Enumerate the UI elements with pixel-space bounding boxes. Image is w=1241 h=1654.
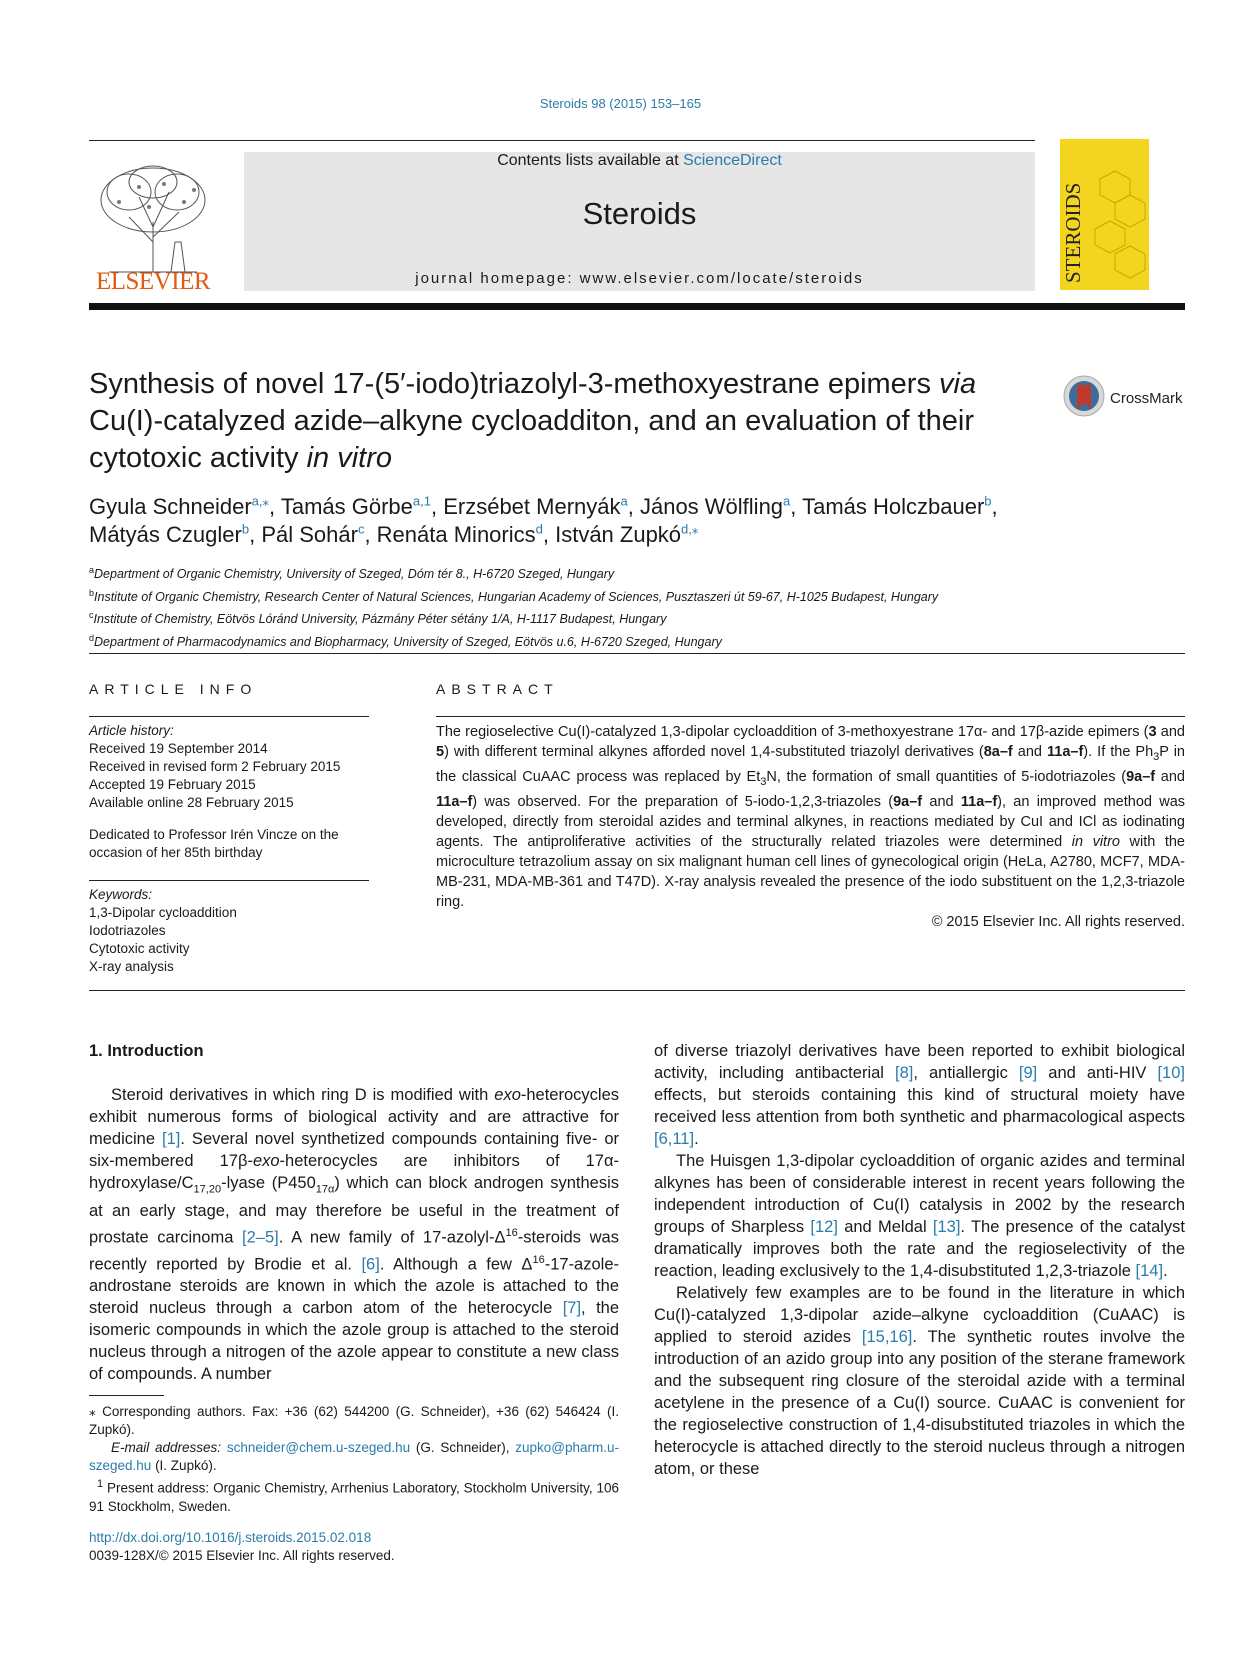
- affiliation: $^b$Institute of Organic Chemistry, Research Center of Natural Sciences, Hungarian Academy of Sciences, Pusztaszeri út 59-67, H-1025 Budapest, Hungary: [89, 587, 939, 604]
- email-link[interactable]: zupko@pharm.u-szeged.hu: [89, 1440, 619, 1473]
- dedication: Dedicated to Professor Irén Vincze on the occasion of her 85th birthday: [89, 827, 339, 860]
- author[interactable]: Renáta Minorics: [376, 522, 536, 547]
- journal-homepage[interactable]: journal homepage: www.elsevier.com/locate/steroids: [415, 270, 864, 287]
- author[interactable]: Gyula Schneider: [89, 494, 252, 519]
- body-column-right: [654, 1040, 1185, 1480]
- keyword: Iodotriazoles: [89, 923, 166, 938]
- journal-banner: [244, 152, 1035, 291]
- body-column-left: [89, 1040, 619, 1385]
- abstract-heading: ABSTRACT: [436, 681, 559, 697]
- author[interactable]: Tamás Görbe: [280, 494, 413, 519]
- author[interactable]: István Zupkó: [555, 522, 682, 547]
- journal-title: Steroids: [582, 196, 697, 231]
- revised-date: Received in revised form 2 February 2015: [89, 759, 341, 774]
- divider: [89, 880, 369, 881]
- history-label: Article history:: [89, 723, 174, 738]
- reference-link[interactable]: [14]: [1135, 1262, 1164, 1280]
- reference-link[interactable]: [2–5]: [242, 1228, 279, 1247]
- present-address-note: $^1$ Present address: Organic Chemistry, Arrhenius Laboratory, Stockholm University, 106 91 Stockholm, Sweden.: [89, 1478, 619, 1514]
- article-title: Synthesis of novel 17-(5′-iodo)triazolyl-3-methoxyestrane epimers via Cu(I)-catalyzed azide–alkyne cycloadditon, and an evaluation of their cytotoxic activity in vitro: [89, 368, 977, 474]
- keyword: X-ray analysis: [89, 959, 174, 974]
- online-date: Available online 28 February 2015: [89, 795, 294, 810]
- crossmark-label[interactable]: CrossMark: [1110, 390, 1183, 407]
- article-info-heading: ARTICLE INFO: [89, 681, 258, 697]
- divider: [89, 716, 369, 717]
- author[interactable]: Erzsébet Mernyák: [443, 494, 621, 519]
- affiliation: $^a$Department of Organic Chemistry, University of Szeged, Dóm tér 8., H-6720 Szeged, Hungary: [89, 565, 615, 582]
- author[interactable]: Tamás Holczbauer: [802, 494, 985, 519]
- email-link[interactable]: schneider@chem.u-szeged.hu: [226, 1440, 411, 1455]
- elsevier-wordmark: ELSEVIER: [95, 268, 211, 295]
- reference-link[interactable]: [6]: [361, 1255, 380, 1274]
- author[interactable]: Pál Sohár: [261, 522, 358, 547]
- paragraph: The Huisgen 1,3-dipolar cycloaddition of organic azides and terminal alkynes has been of considerable interest in recent years following the independent introduction of Cu(I) catalysis in 2002 by the research groups of Sharpless [12] and Meldal [13]. The presence of the catalyst dramatically improves both the rate and the regioselectivity of the reaction, leading exclusively to the 1,4-disubstituted 1,2,3-triazole [14].: [654, 1152, 1186, 1280]
- reference-link[interactable]: [9]: [1018, 1064, 1038, 1082]
- issn-line: 0039-128X/© 2015 Elsevier Inc. All rights reserved.: [89, 1548, 395, 1563]
- reference-link[interactable]: [12]: [810, 1218, 838, 1236]
- paragraph: of diverse triazolyl derivatives have been reported to exhibit biological activity, including antibacterial [8], antiallergic [9] and anti-HIV [10] effects, but steroids containing this kind of structural moiety have received less attention from both synthetic and pharmacological aspects [6,11].: [654, 1042, 1185, 1148]
- reference-link[interactable]: [15,16]: [861, 1328, 913, 1346]
- keyword: 1,3-Dipolar cycloaddition: [89, 905, 237, 920]
- journal-cover: [1060, 139, 1149, 290]
- sciencedirect-link[interactable]: ScienceDirect: [683, 152, 782, 169]
- accepted-date: Accepted 19 February 2015: [89, 777, 256, 792]
- reference-link[interactable]: [7]: [562, 1299, 582, 1318]
- email-note: E-mail addresses: schneider@chem.u-szeged.hu (G. Schneider), zupko@pharm.u-szeged.hu (I. Zupkó).: [89, 1440, 619, 1473]
- footnotes: [89, 1403, 619, 1516]
- paragraph: Steroid derivatives in which ring D is modified with exo-heterocycles exhibit numerous forms of biological activity and are attractive for medicine [1]. Several novel synthetized compounds containing five- or six-membered 17β-exo-heterocycles are inhibitors of $17\alpha-hydroxylase/C_{17,20}$-lyase $(P450_{17\alpha})$ which can block androgen synthesis at an early stage, and may therefore be useful in the treatment of prostate carcinoma [2–5]. A new family of $17-azolyl-\Delta^{16}$-steroids was recently reported by Brodie et al. [6]. Although a few $\Delta^{16}-17-azole$-androstane steroids are known in which the azole is attached to the steroid nucleus through a carbon atom of the heterocycle [7], the isomeric compounds in which the azole group is attached to the steroid nucleus through a nitrogen of the azole appear to constitute a new class of compounds. A number: [89, 1086, 620, 1384]
- author[interactable]: János Wölfling: [639, 494, 784, 519]
- svg-text:STEROIDS: STEROIDS: [1061, 182, 1085, 283]
- affiliations: [89, 561, 1189, 652]
- reference-link[interactable]: [13]: [932, 1218, 961, 1236]
- divider: [89, 990, 1185, 991]
- copyright: © 2015 Elsevier Inc. All rights reserved.: [931, 913, 1185, 930]
- keyword: Cytotoxic activity: [89, 941, 190, 956]
- keywords: [89, 886, 379, 976]
- author-list: Gyula Schneider$^{a,⁎}$, Tamás Görbe$^{a,1}$, Erzsébet Mernyák$^a$, János Wölfling$^a$, Tamás Holczbauer$^b$, Mátyás Czugler$^b$, Pál Sohár$^c$, Renáta Minorics$^d$, István Zupkó$^{d,⁎}$: [89, 493, 998, 547]
- journal-reference[interactable]: Steroids 98 (2015) 153–165: [539, 96, 702, 111]
- author[interactable]: Mátyás Czugler: [89, 522, 242, 547]
- corresponding-author-note: ⁎ Corresponding authors. Fax: +36 (62) 544200 (G. Schneider), +36 (62) 546424 (I. Zupkó).: [89, 1404, 619, 1437]
- reference-link[interactable]: [10]: [1157, 1064, 1185, 1082]
- footnote-rule: [89, 1395, 164, 1396]
- contents-line: [244, 152, 1035, 170]
- contents-prefix: Contents lists available at: [497, 152, 684, 169]
- received-date: Received 19 September 2014: [89, 741, 268, 756]
- reference-link[interactable]: [1]: [162, 1130, 181, 1148]
- reference-link[interactable]: [6,11]: [654, 1130, 695, 1148]
- abstract-body: The regioselective Cu(I)-catalyzed 1,3-dipolar cycloaddition of 3-methoxyestrane 17α- and 17β-azide epimers (3 and 5) with different terminal alkynes afforded novel 1,4-substituted triazolyl derivatives (8a–f and 11a–f). If the $Ph_3P$ in the classical CuAAC process was replaced by $Et_3N$, the formation of small quantities of 5-iodotriazoles (9a–f and 11a–f) was observed. For the preparation of 5-iodo-1,2,3-triazoles (9a–f and 11a–f), an improved method was developed, directly from steroidal azides and terminal alkynes, in reactions mediated by CuI and ICl as iodinating agents. The antiproliferative activities of the structurally related triazoles were determined in vitro with the microculture tetrazolium assay on six malignant human cell lines of gynecological origin (HeLa, A2780, MCF7, MDA-MB-231, MDA-MB-361 and T47D). X-ray analysis revealed the presence of the iodo substituent on the 1,2,3-triazole ring. © 2015 Elsevier Inc. All rights reserved.: [436, 724, 1186, 930]
- article-history: [89, 722, 379, 812]
- header-rule: [89, 303, 1185, 310]
- affiliation: $^d$Department of Pharmacodynamics and Biopharmacy, University of Szeged, Eötvös u.6, H-6720 Szeged, Hungary: [89, 632, 722, 650]
- section-heading: 1. Introduction: [89, 1042, 204, 1060]
- divider: [89, 653, 1185, 654]
- reference-link[interactable]: [8]: [894, 1064, 914, 1082]
- cover-title: [1061, 143, 1085, 285]
- paragraph: Relatively few examples are to be found in the literature in which Cu(I)-catalyzed 1,3-dipolar azide–alkyne cycloaddition (CuAAC) is applied to steroid azides [15,16]. The synthetic routes involve the introduction of an azido group into any position of the sterane framework and the subsequent ring closure of the steroidal azide with a terminal acetylene in the presence of a Cu(I) source. CuAAC is convenient for the regioselective construction of 1,4-disubstituted triazoles in which the heterocycle is attached directly to the steroid nucleus through a nitrogen atom, or these: [654, 1284, 1185, 1478]
- divider: [436, 716, 1185, 717]
- affiliation: $^c$Institute of Chemistry, Eötvös Lóránd University, Pázmány Péter sétány 1/A, H-1117 Budapest, Hungary: [89, 610, 667, 627]
- crossmark-icon[interactable]: [1062, 374, 1106, 418]
- top-rule: [89, 140, 1035, 141]
- keywords-label: Keywords:: [89, 887, 153, 902]
- doi-link[interactable]: http://dx.doi.org/10.1016/j.steroids.2015.02.018: [89, 1530, 372, 1545]
